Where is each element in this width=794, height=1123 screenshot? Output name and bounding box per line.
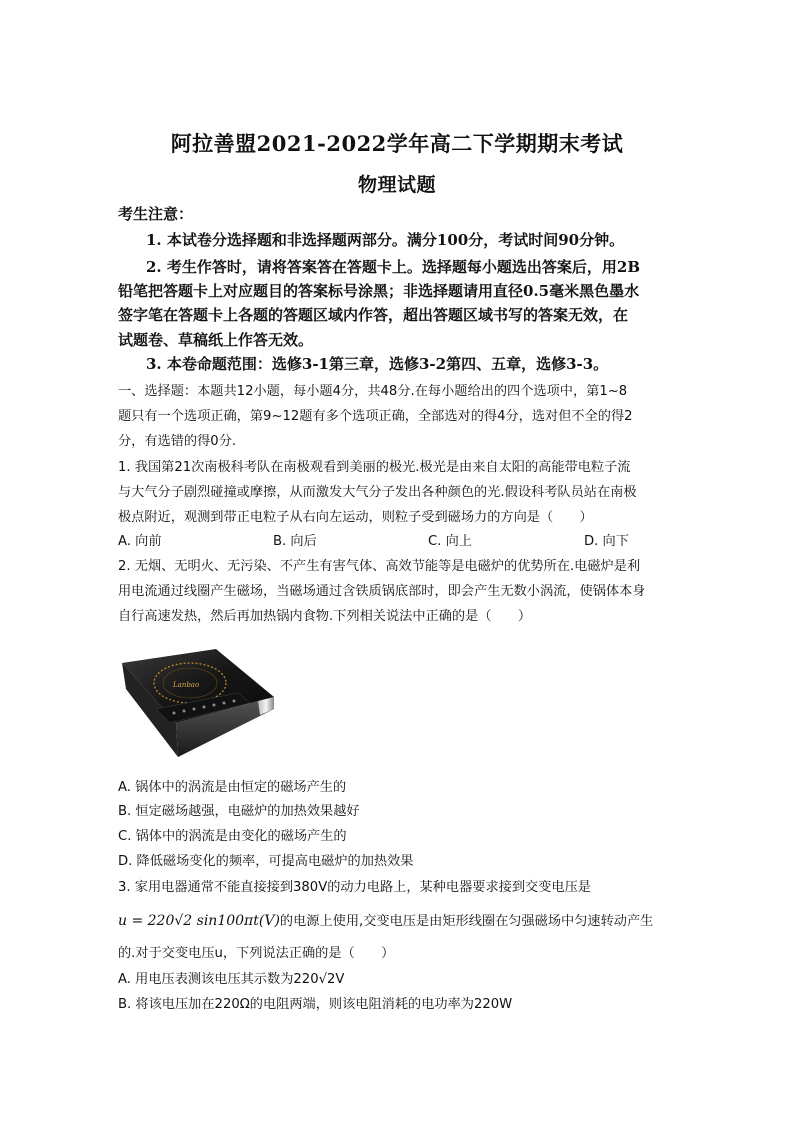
induction-cooker-image [118,645,278,763]
q3-option-b: B. 将该电压加在220Ω的电阻两端，则该电阻消耗的电功率为220W [118,997,513,1012]
section-1-line-2: 题只有一个选项正确，第9~12题有多个选项正确，全部选对的得4分，选对但不全的得2 [118,409,633,424]
section-1-line-3: 分，有选错的得0分. [118,434,237,449]
q3-line-3: 的.对于交变电压u，下列说法正确的是（ ） [118,946,395,961]
q2-option-b: B. 恒定磁场越强，电磁炉的加热效果越好 [118,804,360,819]
q2-line-1: 2. 无烟、无明火、无污染、不产生有害气体、高效节能等是电磁炉的优势所在.电磁炉是利 [118,559,641,574]
q1-option-a: A. 向前 [118,534,162,549]
notice-item-2-line-3: 签字笔在答题卡上各题的答题区域内作答，超出答题区域书写的答案无效，在 [118,306,629,324]
q3-line-2 [118,910,678,929]
q2-option-c: C. 锅体中的涡流是由变化的磁场产生的 [118,829,347,844]
q1-line-2: 与大气分子剧烈碰撞或摩擦，从而激发大气分子发出各种颜色的光.假设科考队员站在南极 [118,485,637,500]
q1-line-3: 极点附近，观测到带正电粒子从右向左运动，则粒子受到磁场力的方向是（ ） [118,510,593,525]
notice-item-2-line-2: 铅笔把答题卡上对应题目的答案标号涂黑；非选择题请用直径0.5毫米黑色墨水 [118,282,640,300]
svg-text:Lanbao: Lanbao [173,681,200,689]
q1-option-c: C. 向上 [428,534,472,549]
notice-heading: 考生注意： [118,205,194,223]
q3-formula: u = 220√2 sin100πt(V) [118,913,280,929]
notice-item-1: 1. 本试卷分选择题和非选择题两部分。满分100分，考试时间90分钟。 [146,231,625,249]
q2-line-3: 自行高速发热，然后再加热锅内食物.下列相关说法中正确的是（ ） [118,609,532,624]
q1-option-b: B. 向后 [273,534,317,549]
q2-option-a: A. 锅体中的涡流是由恒定的磁场产生的 [118,780,347,795]
exam-title: 阿拉善盟2021-2022学年高二下学期期末考试 [170,131,624,156]
notice-item-3: 3. 本卷命题范围：选修3-1第三章，选修3-2第四、五章，选修3-3。 [146,355,609,373]
q3-line-2-tail: 的电源上使用,交变电压是由矩形线圈在匀强磁场中匀速转动产生 [279,914,654,929]
q2-option-d: D. 降低磁场变化的频率，可提高电磁炉的加热效果 [118,854,414,869]
notice-item-2-line-4: 试题卷、草稿纸上作答无效。 [118,331,314,349]
section-1-line-1: 一、选择题：本题共12小题，每小题4分，共48分.在每小题给出的四个选项中，第1~8 [118,384,628,399]
exam-subtitle: 物理试题 [357,174,436,196]
q1-line-1: 1. 我国第21次南极科考队在南极观看到美丽的极光.极光是由来自太阳的高能带电粒子流 [118,460,631,475]
q3-line-1: 3. 家用电器通常不能直接接到380V的动力电路上，某种电器要求接到交变电压是 [118,880,591,895]
notice-item-2-line-1: 2. 考生作答时，请将答案答在答题卡上。选择题每小题选出答案后，用2B [146,258,640,276]
q2-line-2: 用电流通过线圈产生磁场，当磁场通过含铁质锅底部时，即会产生无数小涡流，使锅体本身 [118,584,646,599]
q1-option-d: D. 向下 [584,534,629,549]
q3-option-a: A. 用电压表测该电压其示数为220√2V [118,972,345,987]
